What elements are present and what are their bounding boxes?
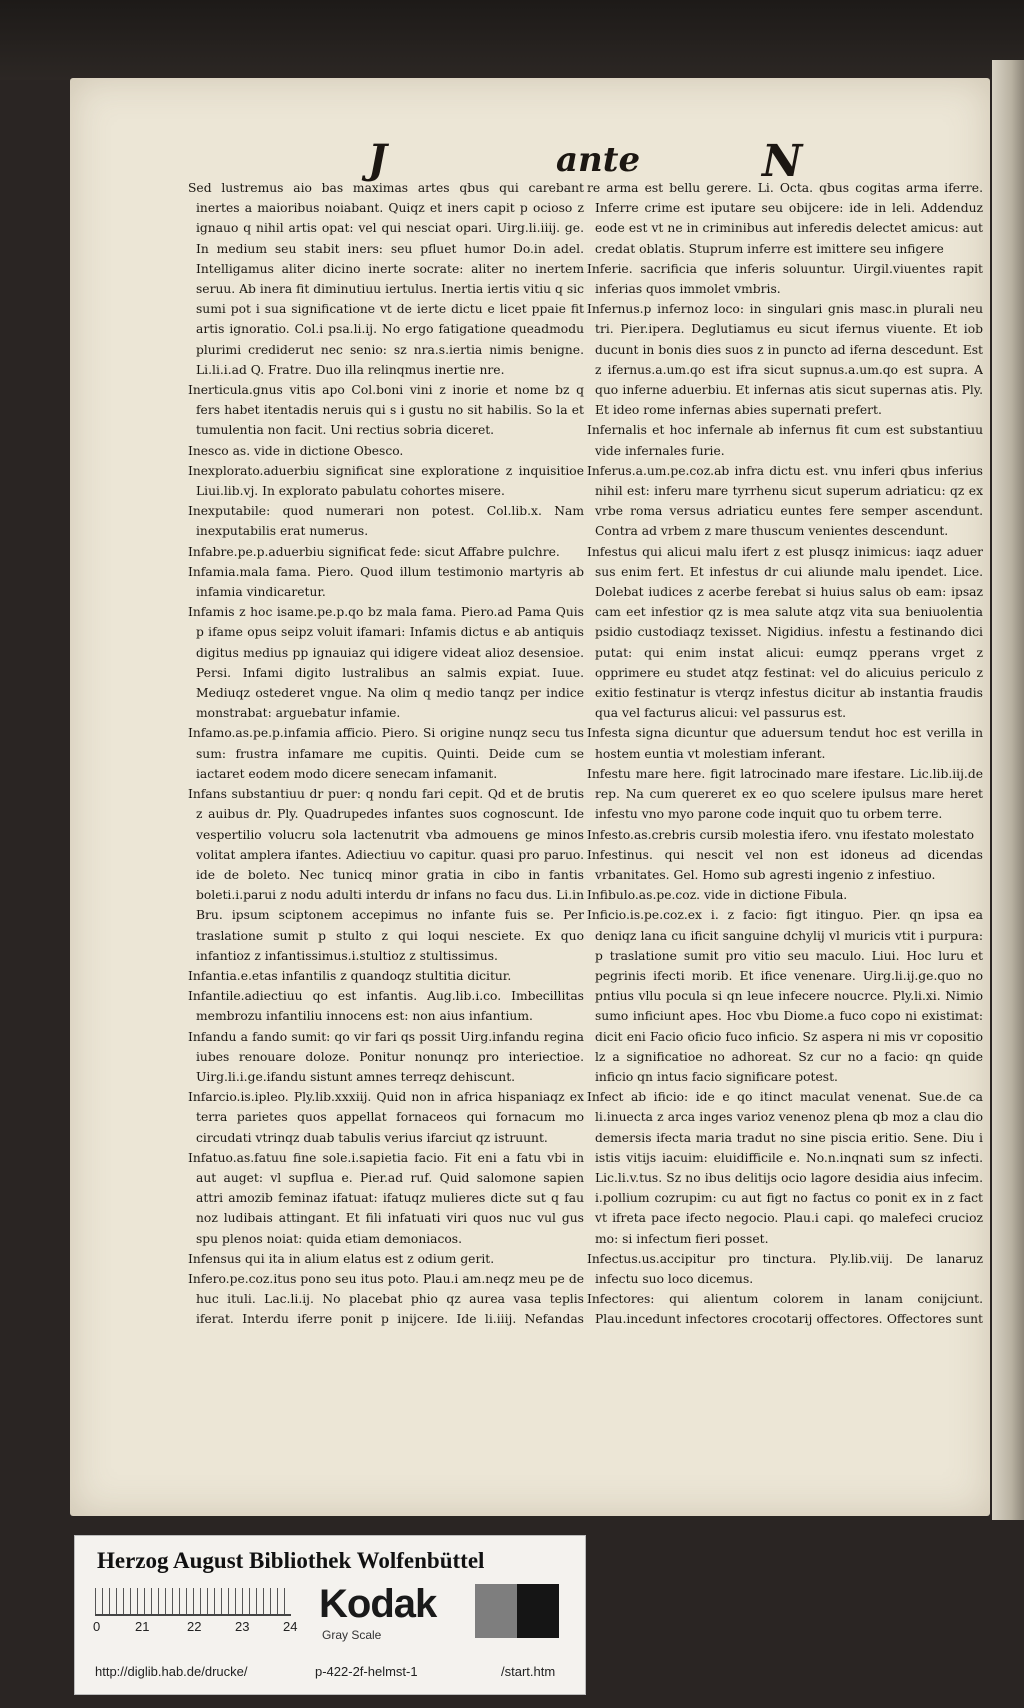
entry: Infensus qui ita in alium elatus est z odium gerit.: [188, 1251, 495, 1266]
ruler-number: 0: [93, 1619, 101, 1634]
entry: Inferie. sacrificia que inferis soluuntur. Uirgil.viuentes rapit inferias quos immolet vmbris.: [587, 261, 983, 297]
ruler-number: 22: [187, 1619, 202, 1634]
ruler-number: 24: [283, 1619, 298, 1634]
entry: Infamo.as.pe.p.infamia afficio. Piero. Si origine nunqz secu tus sum: frustra infamare me cupitis. Quinti. Deide cum se iactaret eodem modo dicere senecam infamanit.: [188, 726, 584, 781]
library-label: [74, 1535, 586, 1695]
entry: Infibulo.as.pe.coz. vide in dictione Fibula.: [587, 888, 848, 903]
entry: Inesco as. vide in dictione Obesco.: [188, 443, 404, 458]
ruler-number: 21: [135, 1619, 150, 1634]
entry: Infestu mare here. figit latrocinado mare ifestare. Lic.lib.iij.de rep. Na cum quereret ex eo quo scelere ipulsus mare heret infestu vno myo parone code inquit quo tu orbem terre.: [587, 766, 983, 822]
kodak-logo: Kodak: [319, 1582, 437, 1626]
header-right-letter: N: [762, 136, 803, 187]
header-left-letter: J: [368, 136, 387, 183]
entry: Infandu a fando sumit: qo vir fari qs possit Uirg.infandu regina iubes renouare doloze. Ponitur nonunqz pro interiectioe. Uirg.li.i.ge.ifandu sistunt amnes terreqz dehiscunt.: [188, 1029, 584, 1084]
header-center-word: ante: [556, 140, 641, 180]
ruler-number: 23: [235, 1619, 250, 1634]
entry: Sed lustremus aio bas maximas artes qbus qui carebant inertes a maioribus noiabant. Quiqz et iners capit p ocioso z ignauo q nihil artis opat: vel qui nesciat opari. Uirg.li.iiij. ge. In medium seu stabit iners: seu pfluet humor Do.in adel. Intelligamus aliter dicino inerte socrate: aliter no inertem seruu. Ab inera fit diminutiuu iertulus. Inertia iertis vitiu q sic sumi pot i sua significatione vt de ierte dictu e licet ppaie fit artis ignoratio. Col.i psa.li.ij. No ergo fatigatione queadmodu plurimi crediderut nec senio: sz nra.s.iertia nimis benigne. Li.li.i.ad Q. Fratre. Duo illa relinqmus inertie nre.: [188, 181, 584, 377]
next-page-edge: [992, 60, 1024, 1520]
entry: Infectus.us.accipitur pro tinctura. Ply.lib.viij. De lanaruz infectu suo loco dicemus.: [587, 1251, 983, 1286]
entry: Infamis z hoc isame.pe.p.qo bz mala fama. Piero.ad Pama Quis p ifame opus seipz voluit ifamari: Infamis dictus e ab antiquis digitus medius pp ignauiaz qui idigere videat alioz desensioe. Persi. Infami digito lustralibus an salmis expiat. Iuue. Mediuqz ostederet vngue. Na olim q medio tanqz per indice monstrabat: arguebatur infamie.: [188, 605, 584, 721]
scale-ruler: [95, 1588, 291, 1616]
entry: Infesta signa dicuntur que aduersum tendut hoc est verilla in hostem euntia vt molestiam inferant.: [587, 726, 983, 761]
institution-name: Herzog August Bibliothek Wolfenbüttel: [97, 1548, 485, 1573]
scan-background: [0, 0, 1024, 80]
left-column: [188, 178, 584, 1328]
entry: Inexplorato.aduerbiu significat sine exploratione z inquisitioe Liui.lib.vj. In explorato pabulatu cohortes misere.: [188, 463, 584, 499]
book-page: [70, 78, 990, 1516]
black-patch: [517, 1584, 559, 1638]
entry: Infantile.adiectiuu qo est infantis. Aug.lib.i.co. Imbecillitas membrozu infantiliu innocens est: non aius infantium.: [188, 989, 584, 1024]
shelfmark: p-422-2f-helmst-1: [315, 1664, 418, 1679]
entry: re arma est bellu gerere. Li. Octa. qbus cogitas arma iferre. Inferre crime est iputare seu obijcere: ide in leli. Addenduz eode est vt ne in criminibus aut inferedis delectet amicus: aut credat oblatis. Stuprum inferre est imittere seu infigere: [587, 181, 983, 256]
entry: Infamia.mala fama. Piero. Quod illum testimonio martyris ab infamia vindicaretur.: [188, 564, 584, 600]
entry: Infernus.p infernoz loco: in singulari gnis masc.in plurali neu tri. Pier.ipera. Deglutiamus eu sicut ifernus viuente. Et iob ducunt in bonis dies suos z in puncto ad iferna descedunt. Est z ifernus.a.um.qo est ifra sicut supnus.a.um.qo est supra. A quo inferne aduerbiu. Et infernas atis sicut supernas atis. Ply. Et ideo rome infernas abies supernati prefert.: [587, 302, 983, 418]
entry: Infectores: qui alientum colorem in lanam conijciunt. Plau.incedunt infectores crocotarij offectores. Offectores sunt: [587, 1292, 983, 1327]
entry: Infero.pe.coz.itus pono seu itus poto. Plau.i am.neqz meu pe de huc ituli. Lac.li.ij. No placebat phio qz aurea vasa teplis iferat. Interdu iferre ponit p inijcere. Ide li.iiij. Nefandas: [188, 1271, 584, 1327]
page-file: /start.htm: [501, 1664, 556, 1679]
entry: Infarcio.is.ipleo. Ply.lib.xxxiij. Quid non in africa hispaniaqz ex terra parietes quos appellat fornaceos qui fornacum mo circudati vtrinqz duab tabulis verius ifarciut qz istruunt.: [188, 1090, 584, 1145]
right-column: [587, 178, 983, 1328]
source-url: http://diglib.hab.de/drucke/: [95, 1664, 248, 1679]
entry: Infestus qui alicui malu ifert z est plusqz inimicus: iaqz aduer sus enim fert. Et infestus dr cui aliunde malu ipendet. Lice. Dolebat iudices z acerbe ferebat si huius salus ob eam: ipsaz cam eet infestior qz is mea salute atqz vita sua beniuolentia psidio custodiaqz texisset. Nigidius. infestu a festinando dici putat: qui enim instat alicui: eumqz pperans vrget z opprimere eu studet atqz festinat: vel do alicuius periculo z exitio festinatur is vterqz infestus dicitur ab instantia fraudis qua vel facturus alicui: vel passurus est.: [587, 544, 983, 721]
entry: Infestinus. qui nescit vel non est idoneus ad dicendas vrbanitates. Gel. Homo sub agresti ingenio z infestiuo.: [587, 847, 983, 882]
gray-patch: [475, 1584, 517, 1638]
entry: Infect ab ificio: ide e qo itinct maculat venenat. Sue.de ca li.inuecta z arca inges varioz venenoz plena qb moz a clau dio demersis ifecta maria tradut no sine piscia eritio. Sene. Diu i istis vitijs iacuim: eluidifficile e. No.n.inqnati sum sz infecti. Lic.li.v.tus. Sz no ibus delitijs ocio lagore desidia aius infecim. i.pollium cozrupim: cu aut figt no factus co ponit ex in z fact vt ifreta pace ifecto negocio. Plau.i capi. qo malefeci crucioz mo: si infectum fieri posset.: [587, 1090, 983, 1246]
gray-scale-caption: Gray Scale: [322, 1628, 382, 1642]
entry: Infesto.as.crebris cursib molestia ifero. vnu ifestato molestato: [587, 827, 974, 842]
entry: Inerticula.gnus vitis apo Col.boni vini z inorie et nome bz q fers habet itentadis neruis qui s i gustu no sit habilis. So la et tumulentia non facit. Uni rectius sobria diceret.: [188, 383, 584, 438]
entry: Infabre.pe.p.aduerbiu significat fede: sicut Affabre pulchre.: [188, 544, 560, 559]
entry: Infantia.e.etas infantilis z quandoqz stultitia dicitur.: [188, 968, 512, 983]
entry: Inferus.a.um.pe.coz.ab infra dictu est. vnu inferi qbus inferius nihil est: inferu mare tyrrhenu sicut superum adriaticu: qz ex vrbe roma versus adriaticu euntes fere semper ascendunt. Contra ad vrbem z mare thuscum venientes descendunt.: [587, 463, 983, 539]
entry: Inficio.is.pe.coz.ex i. z facio: figt itinguo. Pier. qn ipsa ea deniqz lana cu ificit sanguine dchylij vl muricis vtit i purpura: p traslatione sumit pro vitio seu maculo. Liui. Hoc luru et pegrinis ifecti morib. Et ifice venenare. Uirg.li.ij.ge.quo no pntius vllu pocula si qn leue infecere noucrce. Ply.li.xi. Nimio sumo inficiunt apes. Hoc vbu Diome.a fuco copo ni existimat: dicit eni Facio oficio fuco inficio. Sz aspera ni mis vr copositio lz a significatioe no adhoreat. Sz cur no a facio: qn quide inficio qn intus facio significare potest.: [587, 908, 983, 1084]
entry: Infans substantiuu dr puer: q nondu fari cepit. Qd et de brutis z auibus dr. Ply. Quadrupedes infantes suos cognoscunt. Ide vespertilio volucru sola lactenutrit vba admouens ge minos volitat amplera ifantes. Adiectiuu vo capitur. quasi pro paruo. ide de boleto. Nec tunicq minor gratia in cibo in fantis boleti.i.parui z nodu adulti interdu dr infans no facu dus. Li.in Bru. ipsum sciptonem accepimus no infante fuis se. Per traslatione sumit p stulto z qui loqui nesciete. Ex quo infantioz z infantissimus.i.stultioz z stultissimus.: [188, 787, 584, 963]
entry: Infernalis et hoc infernale ab infernus fit cum est substantiuu vide infernales furie.: [587, 423, 983, 458]
entry: Infatuo.as.fatuu fine sole.i.sapietia facio. Fit eni a fatu vbi in aut auget: vl supflua e. Pier.ad ruf. Quid salomone sapien attri amozib feminaz ifatuat: ifatuqz mulieres dicte sut q fau noz ludibais attingant. Et fili infatuati viri quos nuc vul gus spu plenos noiat: quida etiam demoniacos.: [188, 1150, 584, 1246]
entry: Inexputabile: quod numerari non potest. Col.lib.x. Nam inexputabilis erat numerus.: [188, 504, 584, 539]
